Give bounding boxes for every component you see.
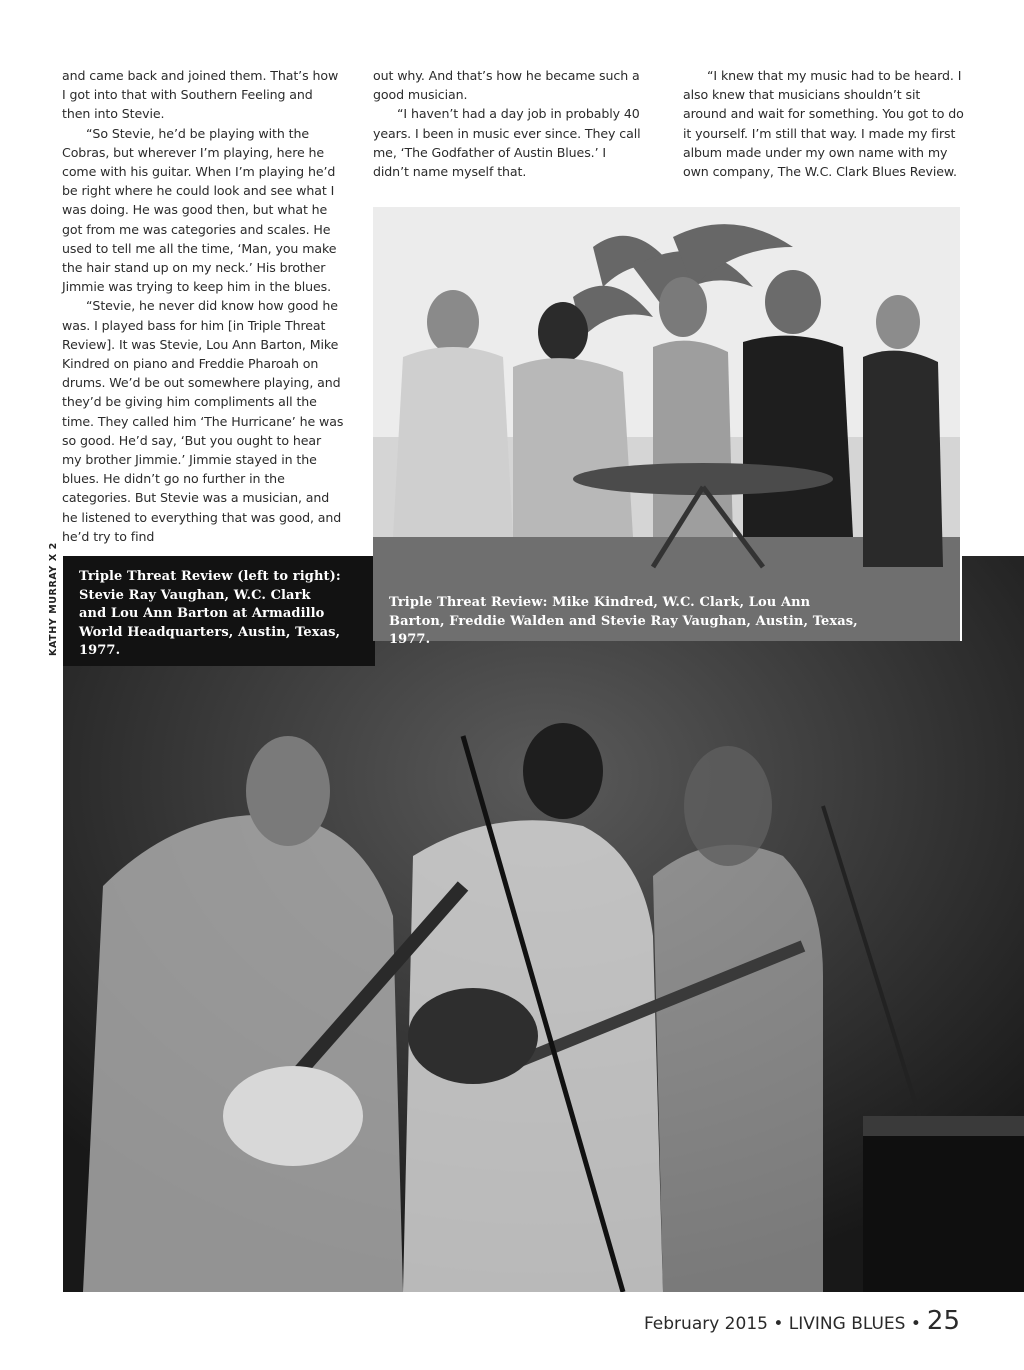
page-footer bbox=[644, 1306, 960, 1336]
paragraph: “Stevie, he never did know how good he was. I played bass for him [in Triple Threat Review]. It was Stevie, Lou Ann Barton, Mike Kindred on piano and Freddie Pharoah on drums. We’d be out somewhere playing, and they’d be giving him compliments all the time. They called him ‘The Hurricane’ he was so good. He’d say, ‘But you ought to hear my brother Jimmie.’ Jimmie stayed in the blues. He didn’t go no further in the categories. But Stevie was a musician, and he listened to everything that was good, and he’d try to find bbox=[62, 298, 344, 544]
issue-label: February 2015 • LIVING BLUES • bbox=[643, 1314, 921, 1334]
group-photo bbox=[373, 205, 962, 641]
article-column-2 bbox=[373, 66, 645, 181]
article-column-3 bbox=[683, 66, 965, 181]
article-column-1 bbox=[62, 66, 344, 546]
photo-caption-concert: Triple Threat Review (left to right): Stevie Ray Vaughan, W.C. Clark and Lou Ann Barton at Armadillo World Headquarters, Austin, Texas, 1977. bbox=[79, 569, 341, 658]
paragraph: “I knew that my music had to be heard. I also knew that musicians shouldn’t sit around and wait for something. You got to do it yourself. I’m still that way. I made my first album made under my own name with my own company, The W.C. Clark Blues Review. bbox=[683, 68, 964, 180]
paragraph: and came back and joined them. That’s how I got into that with Southern Feeling and then into Stevie. bbox=[62, 68, 339, 122]
photo-credit-text: KATHY MURRAY X 2 bbox=[48, 542, 59, 656]
paragraph: “So Stevie, he’d be playing with the Cobras, but wherever I’m playing, here he come with his guitar. When I’m playing he’d be right where he could look and see what I was doing. He was good then, but what he got from me was categories and scales. He used to tell me all the time, ‘Man, you make the hair stand up on my neck.’ His brother Jimmie was trying to keep him in the blues. bbox=[62, 125, 337, 295]
concert-photo bbox=[63, 556, 1024, 1292]
page-number: 25 bbox=[926, 1306, 960, 1336]
photo-caption-group: Triple Threat Review: Mike Kindred, W.C. Clark, Lou Ann Barton, Freddie Walden and Stevie Ray Vaughan, Austin, Texas, 1977. bbox=[389, 595, 858, 647]
paragraph: “I haven’t had a day job in probably 40 years. I been in music ever since. They call me, ‘The Godfather of Austin Blues.’ I didn’t name myself that. bbox=[373, 106, 641, 180]
paragraph: out why. And that’s how he became such a good musician. bbox=[373, 68, 640, 103]
photo-credit bbox=[48, 542, 62, 658]
